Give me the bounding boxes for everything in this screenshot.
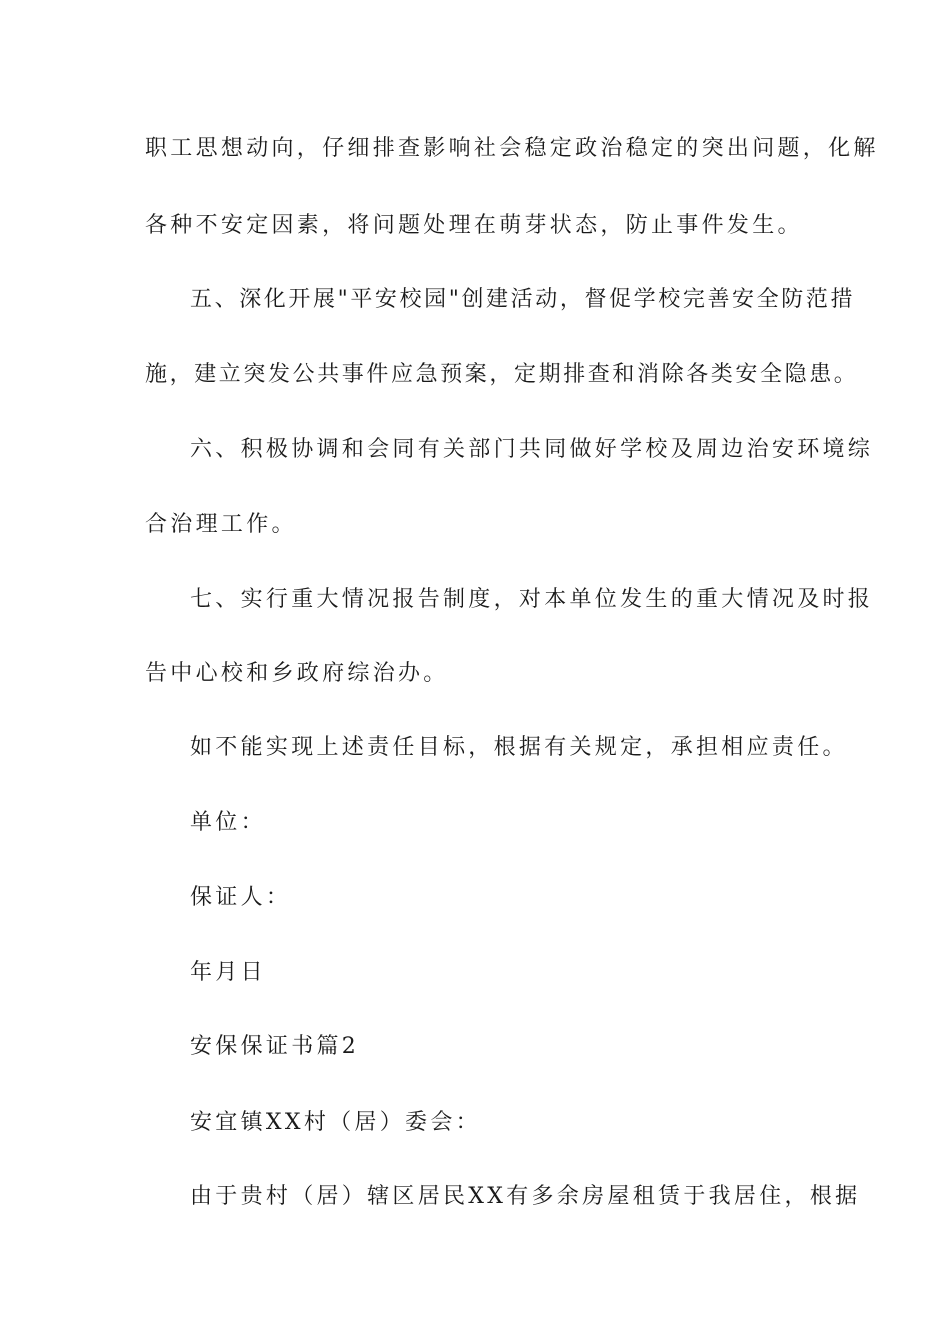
text-line: 各种不安定因素，将问题处理在萌芽状态，防止事件发生。 [145, 213, 803, 238]
section-five-heading: 五、深化开展"平安校园"创建活动，督促学校完善安全防范措 [190, 287, 856, 312]
text-line: 施，建立突发公共事件应急预案，定期排查和消除各类安全隐患。 [145, 362, 859, 387]
section-seven-heading: 七、实行重大情况报告制度，对本单位发生的重大情况及时报 [190, 587, 874, 612]
guarantor-label: 保证人： [190, 885, 292, 910]
section-six-heading: 六、积极协调和会同有关部门共同做好学校及周边治安环境综 [190, 437, 874, 462]
unit-label: 单位： [190, 810, 266, 835]
date-label: 年月日 [190, 960, 266, 985]
addressee: 安宜镇XX村（居）委会： [190, 1110, 481, 1135]
text-line: 合治理工作。 [145, 512, 297, 537]
text-line: 由于贵村（居）辖区居民XX有多余房屋租赁于我居住，根据 [190, 1184, 861, 1209]
section-title: 安保保证书篇2 [190, 1034, 360, 1059]
text-line: 职工思想动向，仔细排查影响社会稳定政治稳定的突出问题，化解 [145, 136, 879, 161]
text-line: 告中心校和乡政府综治办。 [145, 661, 449, 686]
responsibility-statement: 如不能实现上述责任目标，根据有关规定，承担相应责任。 [190, 735, 848, 760]
